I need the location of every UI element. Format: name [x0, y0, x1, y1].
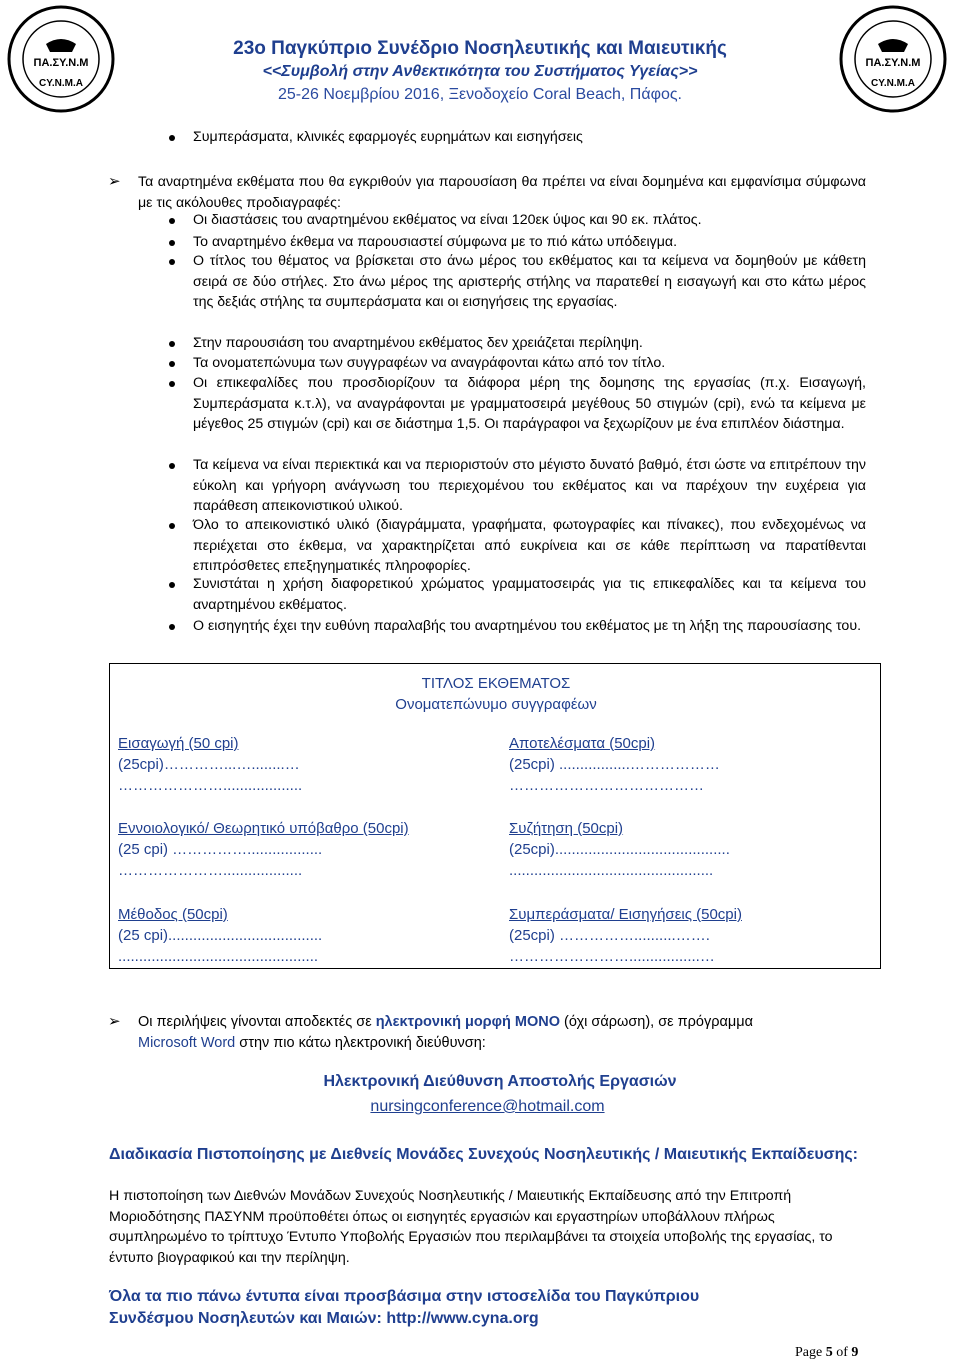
template-right-line: (25cpi) ……………..........…….	[509, 927, 710, 944]
bullet-icon	[169, 341, 175, 347]
rule-item: Όλο το απεικονιστικό υλικό (διαγράμματα, γραφήματα, φωτογραφίες και πίνακες), που ενδεχομένως να περιέχεται στο έκθεμα, να χαρακτηρίζεται από ευκρίνεια και σε κάθε περίπτωση να παρατίθενται επιπρόσθετες επεξηγηματικές πληροφορίες.	[193, 517, 866, 574]
bullet-icon	[169, 135, 175, 141]
svg-text:ΠΑ.ΣΥ.Ν.Μ: ΠΑ.ΣΥ.Ν.Μ	[33, 57, 89, 69]
address-heading: Ηλεκτρονική Διεύθυνση Αποστολής Εργασιών	[323, 1073, 677, 1090]
template-left-heading: Μέθοδος (50cpi)	[118, 906, 228, 923]
template-authors: Ονοματεπώνυμο συγγραφέων	[395, 696, 597, 713]
bullet-icon	[169, 240, 175, 246]
footer-note-line2: Συνδέσμου Νοσηλευτών και Μαιών: http://www.cyna.org	[109, 1310, 539, 1327]
template-left-line: (25 cpi) ……………..................	[118, 841, 323, 858]
accreditation-heading: Διαδικασία Πιστοποίησης με Διεθνείς Μονάδες Συνεχούς Νοσηλευτικής / Μαιευτικής Εκπαίδευσης:	[109, 1146, 858, 1163]
template-title: ΤΙΤΛΟΣ ΕΚΘΕΜΑΤΟΣ	[421, 675, 571, 692]
bullet-icon	[169, 463, 175, 469]
template-right-line: …………………….................…	[509, 948, 715, 965]
bullet-icon	[169, 259, 175, 265]
template-right-line: .................................................	[509, 862, 714, 879]
poster-template-box	[109, 663, 881, 969]
svg-text:ΠΑ.ΣΥ.Ν.Μ: ΠΑ.ΣΥ.Ν.Μ	[865, 57, 921, 69]
footer-note-line1: Όλα τα πιο πάνω έντυπα είναι προσβάσιμα στην ιστοσελίδα του Παγκύπριου	[109, 1288, 700, 1305]
pasynm-logo-left	[6, 4, 116, 114]
template-right-line: …………………………………	[509, 777, 704, 794]
rule-item: Τα κείμενα να είναι περιεκτικά και να περιοριστούν στο μέγιστο δυνατό βαθμό, έτσι ώστε να επιτρέπουν την εύκολη και γρήγορη ανάγνωση του περιεχομένου του εκθέματος και να παρέχουν την ευχέρεια για παράθεση απεικονιστικού υλικού.	[193, 457, 866, 514]
submission-text: Οι περιλήψεις γίνονται αποδεκτές σε ηλεκτρονική μορφή ΜΟΝΟ (όχι σάρωση), σε πρόγραμμα Microsoft Word στην πιο κάτω ηλεκτρονική διεύθυνση:	[138, 1014, 753, 1051]
rule-item: Συνιστάται η χρήση διαφορετικού χρώματος γραμματοσειράς για τις επικεφαλίδες και τα κείμενα του αναρτημένου εκθέματος.	[193, 576, 866, 613]
template-left-heading: Εννοιολογικό/ Θεωρητικό υπόβαθρο (50cpi)	[118, 820, 409, 837]
template-left-line: ................................................	[118, 948, 319, 965]
svg-text:CY.N.M.A: CY.N.M.A	[39, 78, 83, 89]
email-link[interactable]: nursingconference@hotmail.com	[370, 1098, 605, 1115]
template-left-line: …………………...................	[118, 862, 303, 879]
accreditation-body: Η πιστοποίηση των Διεθνών Μονάδων Συνεχούς Νοσηλευτικής / Μαιευτικής Εκπαίδευσης από την Επιτροπή Μοριοδότησης ΠΑΣΥΝΜ προϋποθέτει όπως οι εισηγητές εργασιών και εργαστηρίων υποβάλλουν πλήρως συμπληρωμένο το τρίπτυχο Έντυπο Υποβολής Εργασιών που περιλαμβάνει τα στοιχεία υποβολής της εργασίας, το έντυπο βιογραφικού και την περίληψη.	[109, 1188, 833, 1266]
page-number: Page 5 of 9	[795, 1345, 859, 1360]
template-right-heading: Συμπεράσματα/ Εισηγήσεις (50cpi)	[509, 906, 742, 923]
conference-subtitle: <<Συμβολή στην Ανθεκτικότητα του Συστήματος Υγείας>>	[262, 63, 698, 80]
rule-item: Ο εισηγητής έχει την ευθύνη παραλαβής του αναρτημένου του εκθέματος με τη λήξη της παρουσίασης του.	[193, 618, 862, 634]
template-right-line: (25cpi)..........................................	[509, 841, 730, 858]
poster-rules-intro: Τα αναρτημένα εκθέματα που θα εγκριθούν για παρουσίαση θα πρέπει να είναι δομημένα και εμφανίσιμα σύμφωνα με τις ακόλουθες προδιαγραφές:	[138, 174, 866, 211]
bullet-icon	[169, 381, 175, 387]
arrow-bullet-icon: ➢	[108, 173, 121, 190]
pasynm-logo-right	[838, 4, 948, 114]
conference-title: 23ο Παγκύπριο Συνέδριο Νοσηλευτικής και Μαιευτικής	[233, 38, 727, 59]
template-left-heading: Εισαγωγή (50 cpi)	[118, 735, 239, 752]
bullet-icon	[169, 582, 175, 588]
template-left-line: (25 cpi).....................................	[118, 927, 323, 944]
rule-item: Τα ονοματεπώνυμα των συγγραφέων να αναγράφονται κάτω από τον τίτλο.	[193, 355, 666, 371]
template-left-line: (25cpi)…………...…........…	[118, 756, 300, 773]
rule-item: Ο τίτλος του θέματος να βρίσκεται στο άνω μέρος του εκθέματος και τα κείμενα να δομηθούν με κάθετη σειρά σε δύο στήλες. Στο άνω μέρος της αριστερής στήλης να παρατεθεί η εισαγωγή και στο κάτω μέρος της δεξιάς στήλης τα συμπεράσματα και οι εισηγήσεις της εργασίας.	[193, 253, 866, 310]
arrow-bullet-icon: ➢	[108, 1013, 121, 1030]
intro-bullet-text: Συμπεράσματα, κλινικές εφαρμογές ευρημάτων και εισηγήσεις	[193, 129, 583, 145]
bullet-icon	[169, 218, 175, 224]
bullet-icon	[169, 361, 175, 367]
electronic-format-highlight: ηλεκτρονική μορφή ΜΟΝΟ	[375, 1014, 561, 1030]
bullet-icon	[169, 523, 175, 529]
template-right-line: (25cpi) .................………………	[509, 756, 720, 773]
svg-text:CY.N.M.A: CY.N.M.A	[871, 78, 915, 89]
template-left-line: …………………...................	[118, 777, 303, 794]
template-right-heading: Συζήτηση (50cpi)	[509, 820, 624, 837]
rule-item: Οι διαστάσεις του αναρτημένου εκθέματος να είναι 120εκ ύψος και 90 εκ. πλάτος.	[193, 212, 702, 228]
rule-item: Το αναρτημένο έκθεμα να παρουσιαστεί σύμφωνα με το πιό κάτω υπόδειγμα.	[193, 234, 678, 250]
template-right-heading: Αποτελέσματα (50cpi)	[509, 735, 656, 752]
ms-word-highlight: Microsoft Word	[138, 1034, 236, 1051]
rule-item: Οι επικεφαλίδες που προσδιορίζουν τα διάφορα μέρη της δομησης της εργασίας (π.χ. Εισαγωγή, Συμπεράσματα κ.τ.λ), να αναγράφονται με γραμματοσειρά μεγέθους 50 στιγμών (cpi), ενώ τα κείμενα με μέγεθος 25 στιγμών (cpi) και σε διάστημα 1,5. Οι παράγραφοι να ξεχωρίζουν με ένα επιπλέον διάστημα.	[193, 375, 866, 432]
bullet-icon	[169, 624, 175, 630]
rule-item: Στην παρουσιάση του αναρτημένου εκθέματος δεν χρειάζεται περίληψη.	[193, 335, 643, 351]
conference-date-venue: 25-26 Νοεμβρίου 2016, Ξενοδοχείο Coral Beach, Πάφος.	[277, 86, 682, 103]
